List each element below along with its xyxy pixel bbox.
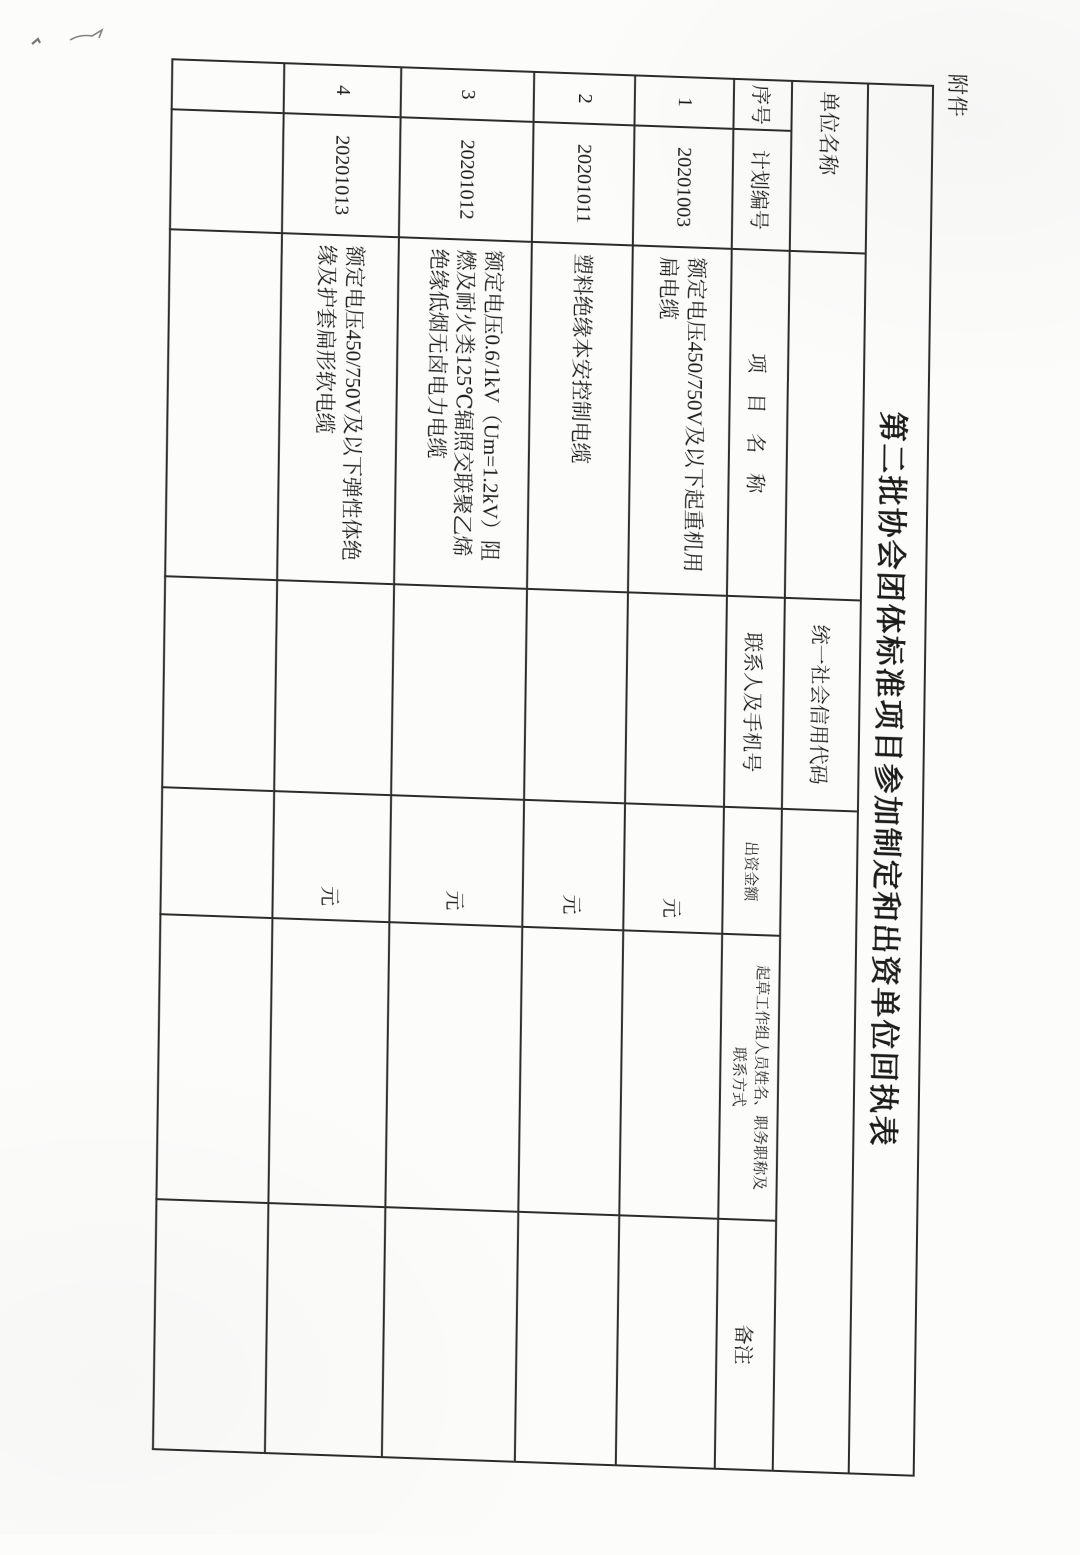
cell-remark	[381, 1208, 517, 1463]
cell-seq: 2	[533, 73, 635, 127]
header-seq: 序号	[732, 80, 791, 132]
cell-plan-no: 20201011	[531, 123, 634, 247]
cell-amount-unit: 元	[388, 796, 523, 928]
unit-name-label: 单位名称	[789, 82, 867, 255]
header-project-name: 项 目 名 称	[726, 250, 789, 599]
cell-drafting	[384, 923, 521, 1213]
header-drafting-text: 起草工作组人员姓名、职务职称及联系方式	[729, 964, 771, 1191]
cell-remark	[514, 1213, 618, 1467]
cell-amount-unit: 元	[622, 804, 723, 934]
cell-plan-no: 20201013	[281, 114, 400, 238]
cell-contact	[273, 581, 393, 796]
header-drafting	[717, 935, 779, 1222]
cell-seq	[171, 60, 284, 114]
table-title: 第二批协会团体标准项目参加制定和出资单位回执表	[848, 85, 932, 1477]
cell-amount-unit: 元	[521, 801, 624, 932]
cell-drafting	[267, 919, 388, 1208]
cell-drafting	[517, 928, 622, 1216]
cell-contact	[523, 590, 627, 805]
cell-drafting	[618, 931, 721, 1219]
cell-seq: 1	[633, 76, 733, 129]
cell-project-name: 塑料绝缘本安控制电缆	[526, 243, 632, 593]
return-receipt-table	[152, 58, 934, 1476]
header-contact: 联系人及手机号	[723, 597, 784, 810]
cell-project-name: 额定电压450/750V及以下弹性体绝缘及护套扁形软电缆	[276, 234, 398, 585]
credit-code-label: 统一社会信用代码	[781, 599, 860, 813]
header-remark: 备注	[714, 1220, 775, 1472]
attachment-label: 附件	[944, 73, 970, 119]
cell-plan-no: 20201003	[632, 126, 733, 249]
cell-remark	[615, 1216, 717, 1469]
cell-plan-no: 20201012	[398, 118, 533, 243]
cell-drafting	[155, 915, 271, 1204]
cell-remark	[152, 1200, 267, 1454]
cell-project-name: 额定电压450/750V及以下起重机用扁电缆	[627, 246, 731, 596]
cell-contact	[161, 577, 276, 792]
cell-remark	[264, 1204, 384, 1458]
credit-code-value	[772, 810, 857, 1475]
cell-plan-no	[169, 110, 283, 234]
cell-seq: 3	[400, 68, 534, 123]
cell-amount-unit	[159, 788, 273, 919]
cell-amount-unit: 元	[271, 792, 390, 923]
cell-contact	[624, 593, 726, 807]
cell-project-name: 额定电压0.6/1kV（Um=1.2kV）阻燃及耐火类125℃辐照交联聚乙烯绝缘低烟无卤电力电缆	[393, 238, 531, 590]
cell-project-name	[164, 230, 281, 581]
header-amount: 出资金额	[721, 808, 781, 937]
header-plan-no: 计划编号	[731, 130, 791, 252]
unit-name-value	[784, 252, 865, 602]
cell-seq: 4	[283, 64, 401, 118]
cell-contact	[390, 585, 526, 801]
